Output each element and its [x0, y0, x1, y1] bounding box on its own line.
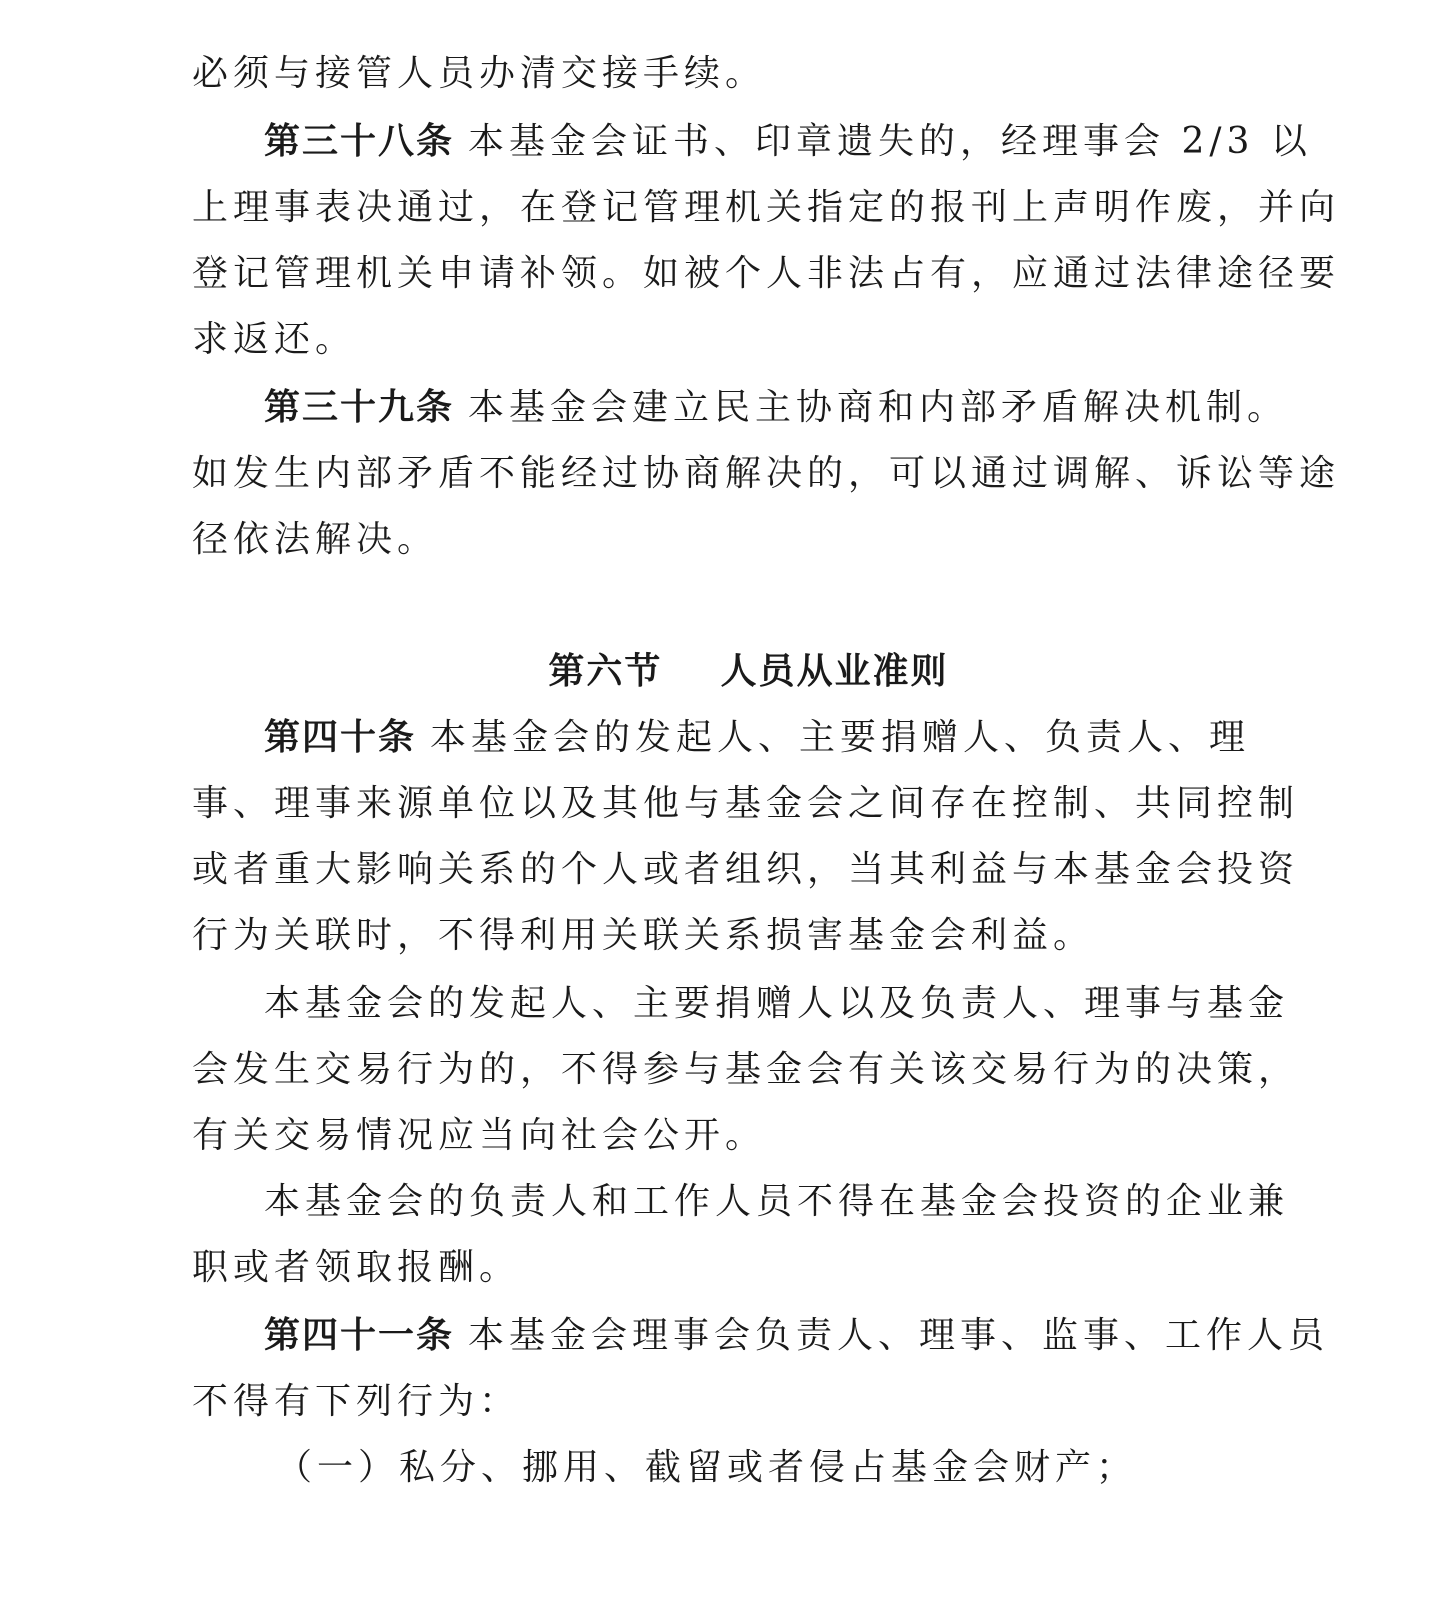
- line-text: 本基金会证书、印章遗失的，经理事会 2/3 以: [468, 121, 1312, 162]
- paragraph-line: [192, 512, 438, 568]
- paragraph-line: [264, 1174, 1289, 1230]
- line-text: （一）私分、挪用、截留或者侵占基金会财产；: [276, 1447, 1138, 1488]
- paragraph-line: [192, 312, 356, 368]
- line-text: 有关交易情况应当向社会公开。: [192, 1115, 767, 1156]
- paragraph-line: [192, 1108, 766, 1164]
- line-text: 必须与接管人员办清交接手续。: [192, 53, 767, 94]
- article-41-line-1: [264, 1308, 1329, 1364]
- line-text: 求返还。: [192, 319, 357, 360]
- paragraph-line: [192, 1374, 520, 1430]
- line-text: 或者重大影响关系的个人或者组织，当其利益与本基金会投资: [192, 849, 1300, 890]
- article-number: 第三十九条: [264, 387, 455, 428]
- line-text: 如发生内部矛盾不能经过协商解决的，可以通过调解、诉讼等途: [192, 453, 1341, 494]
- line-text: 本基金会的负责人和工作人员不得在基金会投资的企业兼: [264, 1181, 1290, 1222]
- line-text: 会发生交易行为的，不得参与基金会有关该交易行为的决策，: [192, 1049, 1300, 1090]
- line-text: 职或者领取报酬。: [192, 1247, 521, 1288]
- line-text: 径依法解决。: [192, 519, 439, 560]
- list-item: [276, 1440, 1137, 1496]
- paragraph-line: [192, 776, 1299, 832]
- line-text: 登记管理机关申请补领。如被个人非法占有，应通过法律途径要: [192, 253, 1341, 294]
- article-38-line-1: [264, 114, 1312, 170]
- line-text: 不得有下列行为：: [192, 1381, 521, 1422]
- article-39-line-1: [264, 380, 1288, 436]
- section-title: 第六节 人员从业准则: [548, 651, 949, 692]
- line-text: 本基金会的发起人、主要捐赠人、负责人、理: [430, 717, 1251, 758]
- paragraph-line: [264, 976, 1289, 1032]
- paragraph-line: [192, 46, 766, 102]
- paragraph-line: [192, 908, 1094, 964]
- line-text: 事、理事来源单位以及其他与基金会之间存在控制、共同控制: [192, 783, 1300, 824]
- paragraph-line: [192, 180, 1340, 236]
- article-number: 第四十条: [264, 717, 417, 758]
- paragraph-line: [192, 1042, 1299, 1098]
- paragraph-line: [192, 1240, 520, 1296]
- line-text: 本基金会建立民主协商和内部矛盾解决机制。: [468, 387, 1289, 428]
- line-text: 本基金会的发起人、主要捐赠人以及负责人、理事与基金: [264, 983, 1290, 1024]
- paragraph-line: [192, 446, 1340, 502]
- article-40-line-1: [264, 710, 1250, 766]
- line-text: 本基金会理事会负责人、理事、监事、工作人员: [468, 1315, 1330, 1356]
- article-number: 第三十八条: [264, 121, 455, 162]
- paragraph-line: [192, 842, 1299, 898]
- article-number: 第四十一条: [264, 1315, 455, 1356]
- paragraph-line: [192, 246, 1340, 302]
- line-text: 行为关联时，不得利用关联关系损害基金会利益。: [192, 915, 1095, 956]
- line-text: 上理事表决通过，在登记管理机关指定的报刊上声明作废，并向: [192, 187, 1341, 228]
